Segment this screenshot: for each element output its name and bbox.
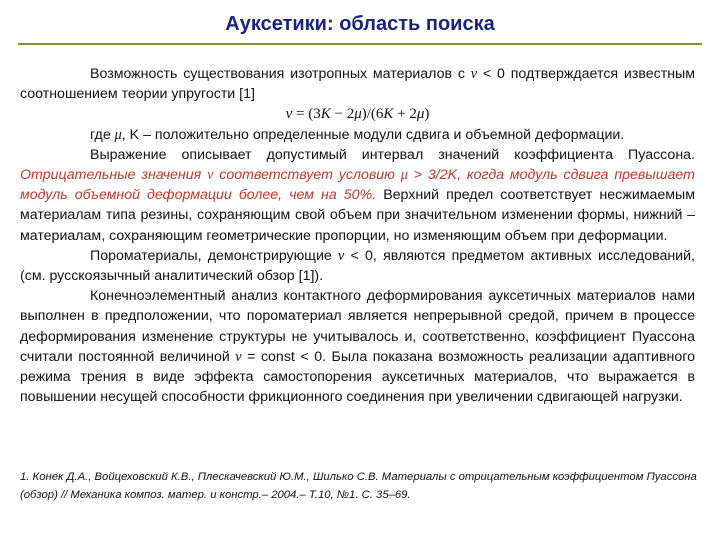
mu-symbol: μ [114,126,122,143]
formula-mid: )/(6 [361,106,384,123]
body-text [20,64,695,407]
title-divider [18,43,702,45]
formula-nu: ν [285,106,293,123]
where-text-b: , K – положительно определенные модули сдвига и объемной деформации. [121,126,625,143]
formula-eq: = (3 [292,106,321,123]
highlight-nu-symbol: ν [207,167,214,184]
pormaterials-text-a: Пороматериалы, демонстрирующие [90,247,332,264]
page-title: Ауксетики: область поиска [225,13,495,35]
fea-text-a: Конечноэлементный анализ контактного деформирования ауксетичных материалов нами выполнен в предположении, что пороматериал является непрерывной средой, причем в процессе деформирования изменение структуры не учитывалось и, соответственно, коэффициент Пуассона считали постоянной величиной [20,288,695,365]
pormaterials-nu-symbol: ν [338,247,345,264]
intro-text-a: Возможность существования изотропных материалов с [90,66,465,82]
expression-text-b: Верхний предел соответствует несжимаемым материалам типа резины, сохраняющим свой объем при значительном изменении формы, нижний – материалам, сохраняющим геометрические пропорции, но изменяющим объем при деформации. [20,187,695,244]
highlight-text-3: > 3/2K, когда модуль сдвига превышает модуль объемной деформации более, чем на 50%. [20,167,695,204]
formula-k1: K [320,106,331,123]
where-text-a: где [90,126,111,143]
formula-plus: + 2 [393,106,417,123]
formula-mu1: μ [354,106,362,123]
formula-k2: K [383,106,394,123]
paragraph-expression [20,145,695,246]
reference-footnote: 1. Конек Д.А., Войцеховский К.В., Плескачевский Ю.М., Шилько С.В. Материалы с отрицательным коэффициентом Пуассона (обзор) // Механика композ. матер. и констр.– 2004.– Т.10, №1. С. 35–69. [20,471,697,501]
formula-end: ) [424,106,430,123]
pormaterials-text-b: < 0, являются предметом активных исследований, (см. русскоязычный аналитический обзор [1]). [20,247,695,285]
paragraph-pormaterials [20,246,695,286]
fea-nu-symbol: ν [235,348,242,365]
paragraph-intro [20,64,695,104]
expression-text-a: Выражение описывает допустимый интервал значений коэффициента Пуассона. [90,146,695,163]
paragraph-where [20,125,695,145]
poisson-formula [20,104,695,124]
highlight-mu-symbol: μ [400,167,408,184]
nu-symbol: ν [470,66,478,82]
fea-text-b: = const < 0. Была показана возможность реализации адаптивного режима трения в виде эффекта самостопорения ауксетичных материалов, что выражается в повышении несущей способности фрикционного соединения при увеличении сдвигающей нагрузки. [20,348,695,406]
formula-mu2: μ [416,106,425,123]
formula-minus: − 2 [330,106,355,123]
highlight-text-2: соответствует условию [219,167,395,184]
intro-text-b: < 0 подтверждается известным соотношением теории упругости [1] [20,66,695,103]
paragraph-fea [20,286,695,407]
highlight-text-1: Отрицательные значения [20,167,202,184]
